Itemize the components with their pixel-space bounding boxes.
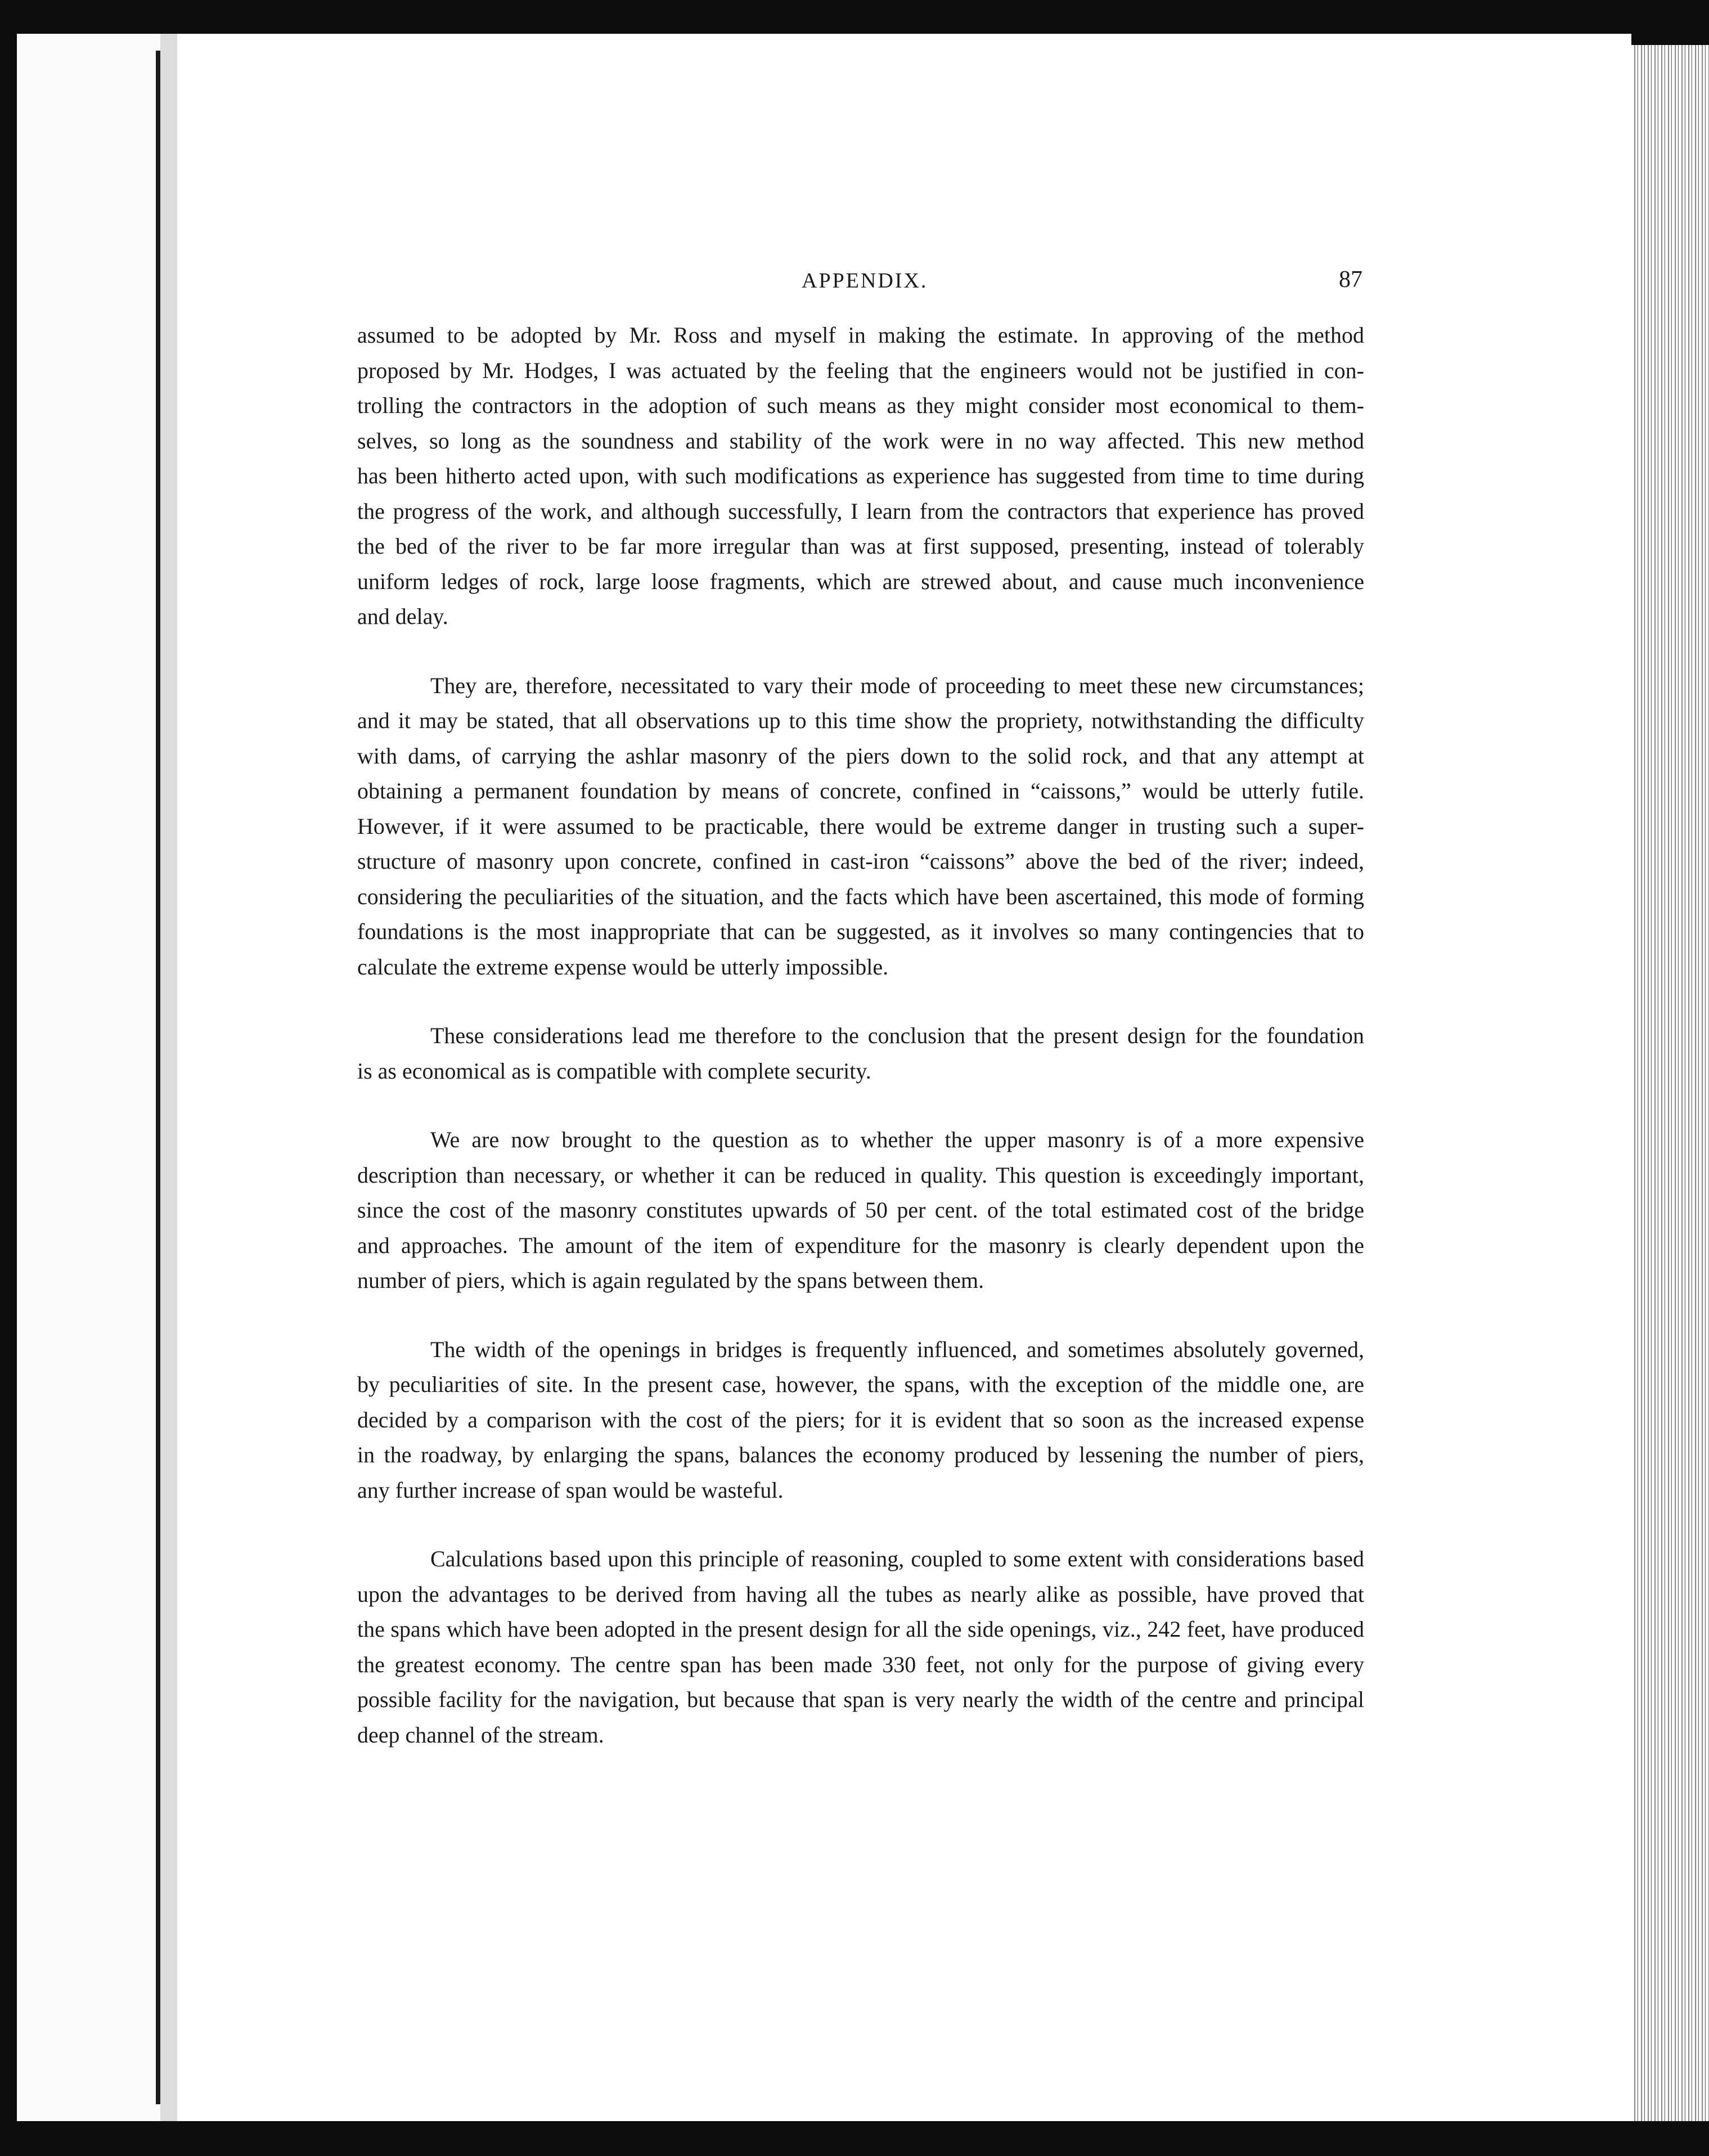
paragraph-spacer bbox=[357, 985, 1364, 1018]
text-line: in the roadway, by enlarging the spans, balances the economy produced by lessening the number of piers, bbox=[357, 1442, 1364, 1467]
text-line: calculate the extreme expense would be utterly impossible. bbox=[357, 954, 889, 980]
scan-border-left bbox=[0, 0, 17, 2156]
text-line: and approaches. The amount of the item of expenditure for the masonry is clearly dependent upon the bbox=[357, 1232, 1364, 1258]
text-line: with dams, of carrying the ashlar masonry of the piers down to the solid rock, and that any attempt at bbox=[357, 743, 1364, 769]
text-line: They are, therefore, necessitated to vary their mode of proceeding to meet these new circumstances; bbox=[430, 672, 1364, 698]
text-line: decided by a comparison with the cost of the piers; for it is evident that so soon as the increased expense bbox=[357, 1407, 1364, 1432]
facing-page-edge bbox=[17, 34, 160, 2121]
text-line: considering the peculiarities of the situation, and the facts which have been ascertained, this mode of forming bbox=[357, 883, 1364, 909]
text-line: number of piers, which is again regulated by the spans between them. bbox=[357, 1268, 984, 1293]
paragraph bbox=[357, 1542, 1364, 1753]
text-line: the spans which have been adopted in the present design for all the side openings, viz., 242 feet, have produced bbox=[357, 1616, 1364, 1642]
paragraph-spacer bbox=[357, 1299, 1364, 1332]
text-line: the greatest economy. The centre span has been made 330 feet, not only for the purpose of giving every bbox=[357, 1651, 1364, 1677]
book-gutter bbox=[160, 34, 177, 2121]
paragraph bbox=[357, 318, 1364, 635]
text-line: the progress of the work, and although successfully, I learn from the contractors that experience has proved bbox=[357, 498, 1364, 524]
scan-border-top bbox=[0, 0, 1709, 34]
paragraph bbox=[357, 668, 1364, 985]
scan-border-bottom bbox=[0, 2121, 1709, 2156]
text-line: selves, so long as the soundness and stability of the work were in no way affected. This new method bbox=[357, 428, 1364, 453]
text-line: and delay. bbox=[357, 604, 448, 629]
text-line: trolling the contractors in the adoption of such means as they might consider most economical to them- bbox=[357, 393, 1364, 418]
text-line: deep channel of the stream. bbox=[357, 1722, 604, 1748]
text-line: since the cost of the masonry constitutes upwards of 50 per cent. of the total estimated cost of the bridge bbox=[357, 1197, 1364, 1223]
text-line: the bed of the river to be far more irregular than was at first supposed, presenting, instead of tolerably bbox=[357, 533, 1364, 559]
text-line: However, if it were assumed to be practicable, there would be extreme danger in trusting such a super- bbox=[357, 813, 1364, 839]
text-line: by peculiarities of site. In the present case, however, the spans, with the exception of the middle one, are bbox=[357, 1372, 1364, 1397]
text-line: possible facility for the navigation, but because that span is very nearly the width of the centre and principal bbox=[357, 1687, 1364, 1712]
text-line: These considerations lead me therefore to the conclusion that the present design for the foundation bbox=[430, 1023, 1364, 1048]
text-line: assumed to be adopted by Mr. Ross and myself in making the estimate. In approving of the method bbox=[357, 322, 1364, 348]
text-line: We are now brought to the question as to whether the upper masonry is of a more expensive bbox=[430, 1127, 1364, 1152]
paragraph bbox=[357, 1122, 1364, 1299]
text-line: description than necessary, or whether it can be reduced in quality. This question is exceedingly important, bbox=[357, 1162, 1364, 1188]
paragraph-spacer bbox=[357, 1089, 1364, 1122]
paragraph-spacer bbox=[357, 1508, 1364, 1542]
scan-border-corner bbox=[1631, 34, 1709, 45]
running-title: APPENDIX. bbox=[802, 269, 928, 293]
paragraph bbox=[357, 1018, 1364, 1089]
page-number: 87 bbox=[1339, 267, 1362, 293]
paragraph-spacer bbox=[357, 635, 1364, 668]
body-text bbox=[357, 318, 1364, 1753]
text-line: has been hitherto acted upon, with such modifications as experience has suggested from time to time during bbox=[357, 463, 1364, 488]
text-line: is as economical as is compatible with complete security. bbox=[357, 1058, 871, 1084]
text-line: structure of masonry upon concrete, confined in cast-iron “caissons” above the bed of the river; indeed, bbox=[357, 848, 1364, 874]
text-line: obtaining a permanent foundation by means of concrete, confined in “caissons,” would be utterly futile. bbox=[357, 778, 1364, 803]
text-line: foundations is the most inappropriate that can be suggested, as it involves so many contingencies that to bbox=[357, 919, 1364, 944]
text-line: upon the advantages to be derived from having all the tubes as nearly alike as possible, have proved that bbox=[357, 1581, 1364, 1607]
stacked-page-edges bbox=[1631, 45, 1709, 2121]
text-line: uniform ledges of rock, large loose fragments, which are strewed about, and cause much inconvenience bbox=[357, 568, 1364, 594]
text-line: The width of the openings in bridges is frequently influenced, and sometimes absolutely governed, bbox=[430, 1336, 1364, 1362]
text-line: proposed by Mr. Hodges, I was actuated by the feeling that the engineers would not be justified in con- bbox=[357, 357, 1364, 383]
text-line: any further increase of span would be wasteful. bbox=[357, 1477, 784, 1503]
paragraph bbox=[357, 1332, 1364, 1508]
text-line: and it may be stated, that all observations up to this time show the propriety, notwithstanding the difficulty bbox=[357, 708, 1364, 733]
text-line: Calculations based upon this principle of reasoning, coupled to some extent with considerations based bbox=[430, 1546, 1364, 1571]
